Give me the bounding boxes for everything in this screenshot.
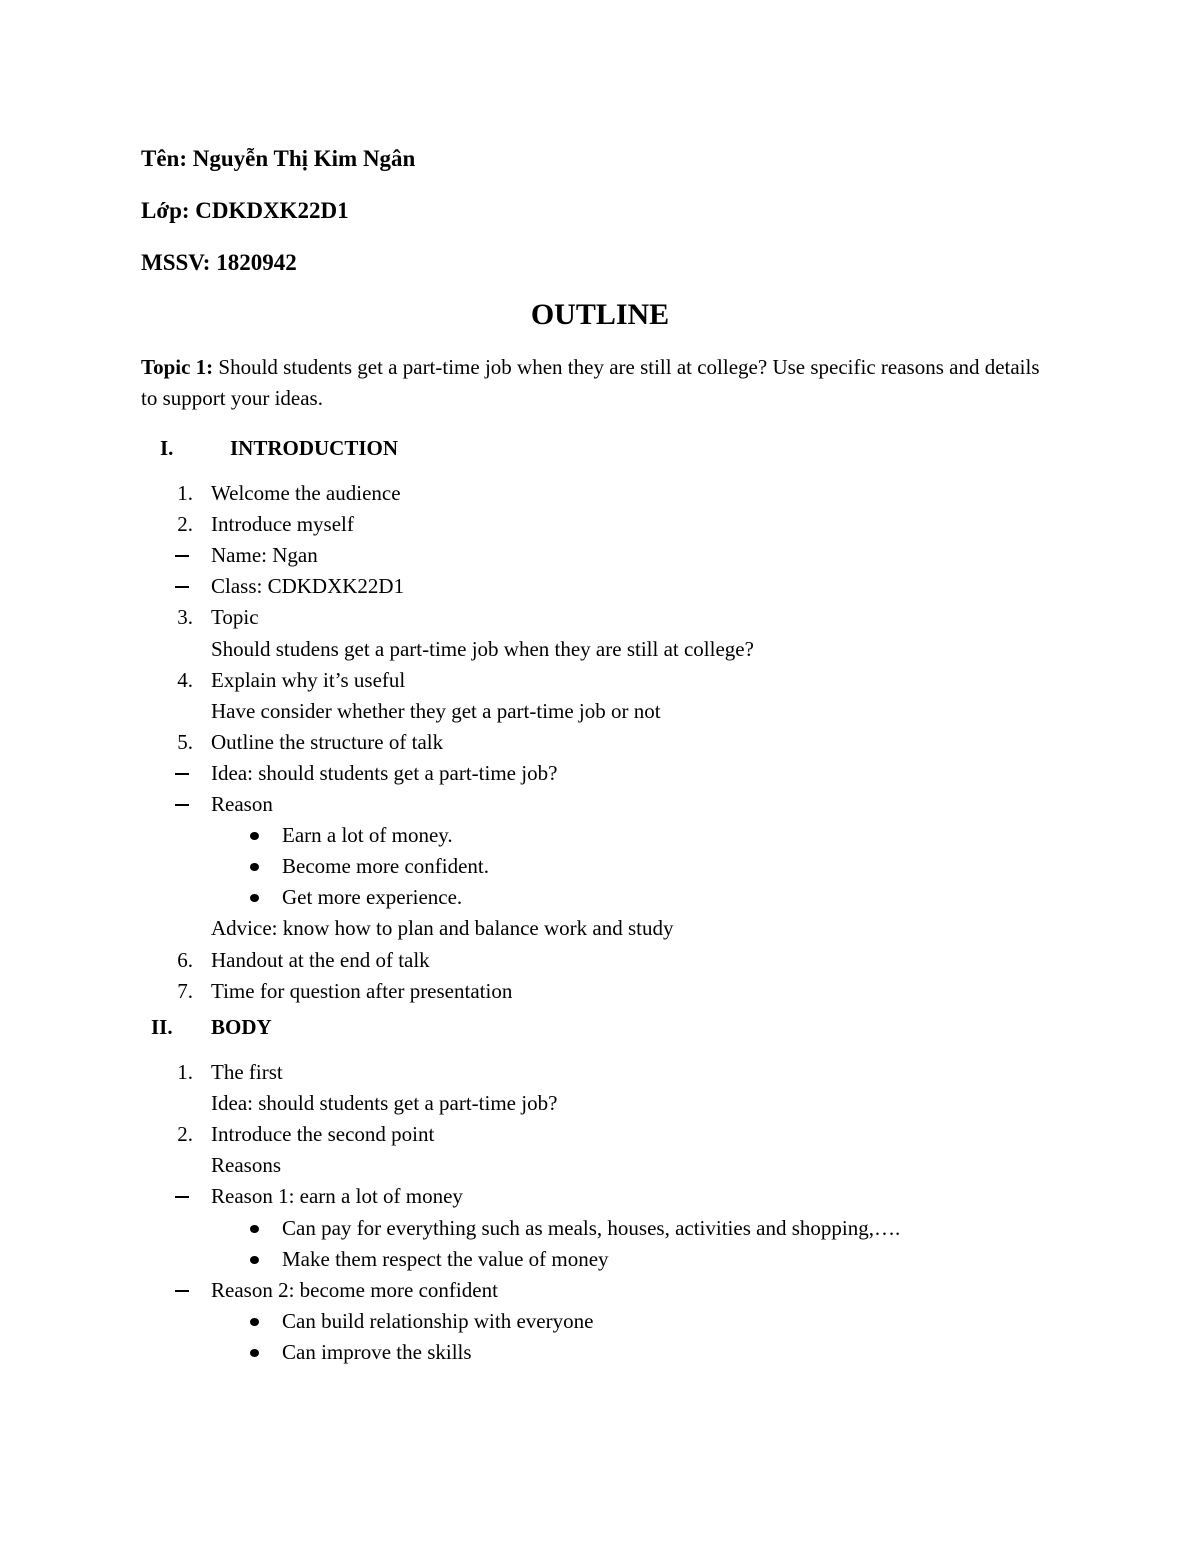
dash-bullet-icon [175, 1290, 189, 1292]
list-number: 2. [177, 512, 193, 537]
list-number: 4. [177, 667, 193, 692]
list-item-text: Time for question after presentation [211, 978, 513, 1003]
round-bullet-icon [250, 863, 259, 871]
list-item-text: Should studens get a part-time job when they are still at college? [211, 636, 754, 661]
list-item-text: Have consider whether they get a part-time job or not [211, 698, 661, 723]
section-numeral: I. [160, 436, 174, 460]
round-bullet-icon [250, 1318, 259, 1326]
round-bullet-icon [250, 1349, 259, 1357]
list-item-text: Introduce myself [211, 512, 354, 537]
list-item-text: Can improve the skills [282, 1339, 472, 1364]
dash-bullet-icon [175, 555, 189, 557]
list-number: 7. [177, 978, 193, 1003]
list-item-text: Get more experience. [282, 885, 463, 910]
list-item-text: Name: Ngan [211, 543, 318, 568]
list-item-text: Outline the structure of talk [211, 729, 444, 754]
student-name: Tên: Nguyễn Thị Kim Ngân [141, 146, 416, 171]
list-number: 6. [177, 947, 193, 972]
list-item-text: Can build relationship with everyone [282, 1308, 594, 1333]
section-title: INTRODUCTION [230, 436, 399, 460]
student-id: MSSV: 1820942 [141, 250, 297, 275]
list-number: 1. [177, 1060, 193, 1084]
list-item-text: Idea: should students get a part-time job? [211, 760, 558, 785]
list-item-text: Idea: should students get a part-time job? [211, 1091, 558, 1116]
dash-bullet-icon [175, 586, 189, 588]
dash-bullet-icon [175, 804, 189, 806]
list-item-text: Reasons [211, 1153, 281, 1178]
topic-paragraph [141, 352, 1061, 414]
topic-label: Topic 1: [141, 355, 214, 379]
student-class: Lớp: CDKDXK22D1 [141, 198, 349, 223]
list-item-text: Handout at the end of talk [211, 947, 430, 972]
list-item-text: Advice: know how to plan and balance work and study [211, 916, 674, 941]
dash-bullet-icon [175, 773, 189, 775]
list-item-text: Reason [211, 792, 273, 816]
list-item-text: Class: CDKDXK22D1 [211, 574, 405, 599]
document-title: OUTLINE [530, 298, 670, 331]
list-item-text: Make them respect the value of money [282, 1246, 609, 1271]
section-title: BODY [211, 1015, 272, 1039]
list-item-text: Welcome the audience [211, 481, 401, 505]
list-item-text: Explain why it’s useful [211, 667, 406, 692]
list-item-text: Topic [211, 605, 259, 630]
list-number: 3. [177, 605, 193, 630]
dash-bullet-icon [175, 1196, 189, 1198]
list-item-text: Reason 1: earn a lot of money [211, 1184, 463, 1209]
list-item-text: Introduce the second point [211, 1122, 435, 1147]
list-item-text: Become more confident. [282, 854, 490, 879]
round-bullet-icon [250, 832, 259, 840]
list-number: 2. [177, 1122, 193, 1147]
list-item-text: Reason 2: become more confident [211, 1277, 498, 1302]
round-bullet-icon [250, 1225, 259, 1233]
round-bullet-icon [250, 894, 259, 902]
list-item-text: Can pay for everything such as meals, houses, activities and shopping,…. [282, 1215, 901, 1240]
list-item-text: The first [211, 1060, 283, 1084]
list-number: 5. [177, 729, 193, 754]
list-number: 1. [177, 481, 193, 505]
round-bullet-icon [250, 1256, 259, 1264]
list-item-text: Earn a lot of money. [282, 823, 453, 848]
topic-text: Should students get a part-time job when they are still at college? Use specific reasons and details to support your ideas. [141, 355, 1040, 410]
section-numeral: II. [151, 1015, 173, 1039]
